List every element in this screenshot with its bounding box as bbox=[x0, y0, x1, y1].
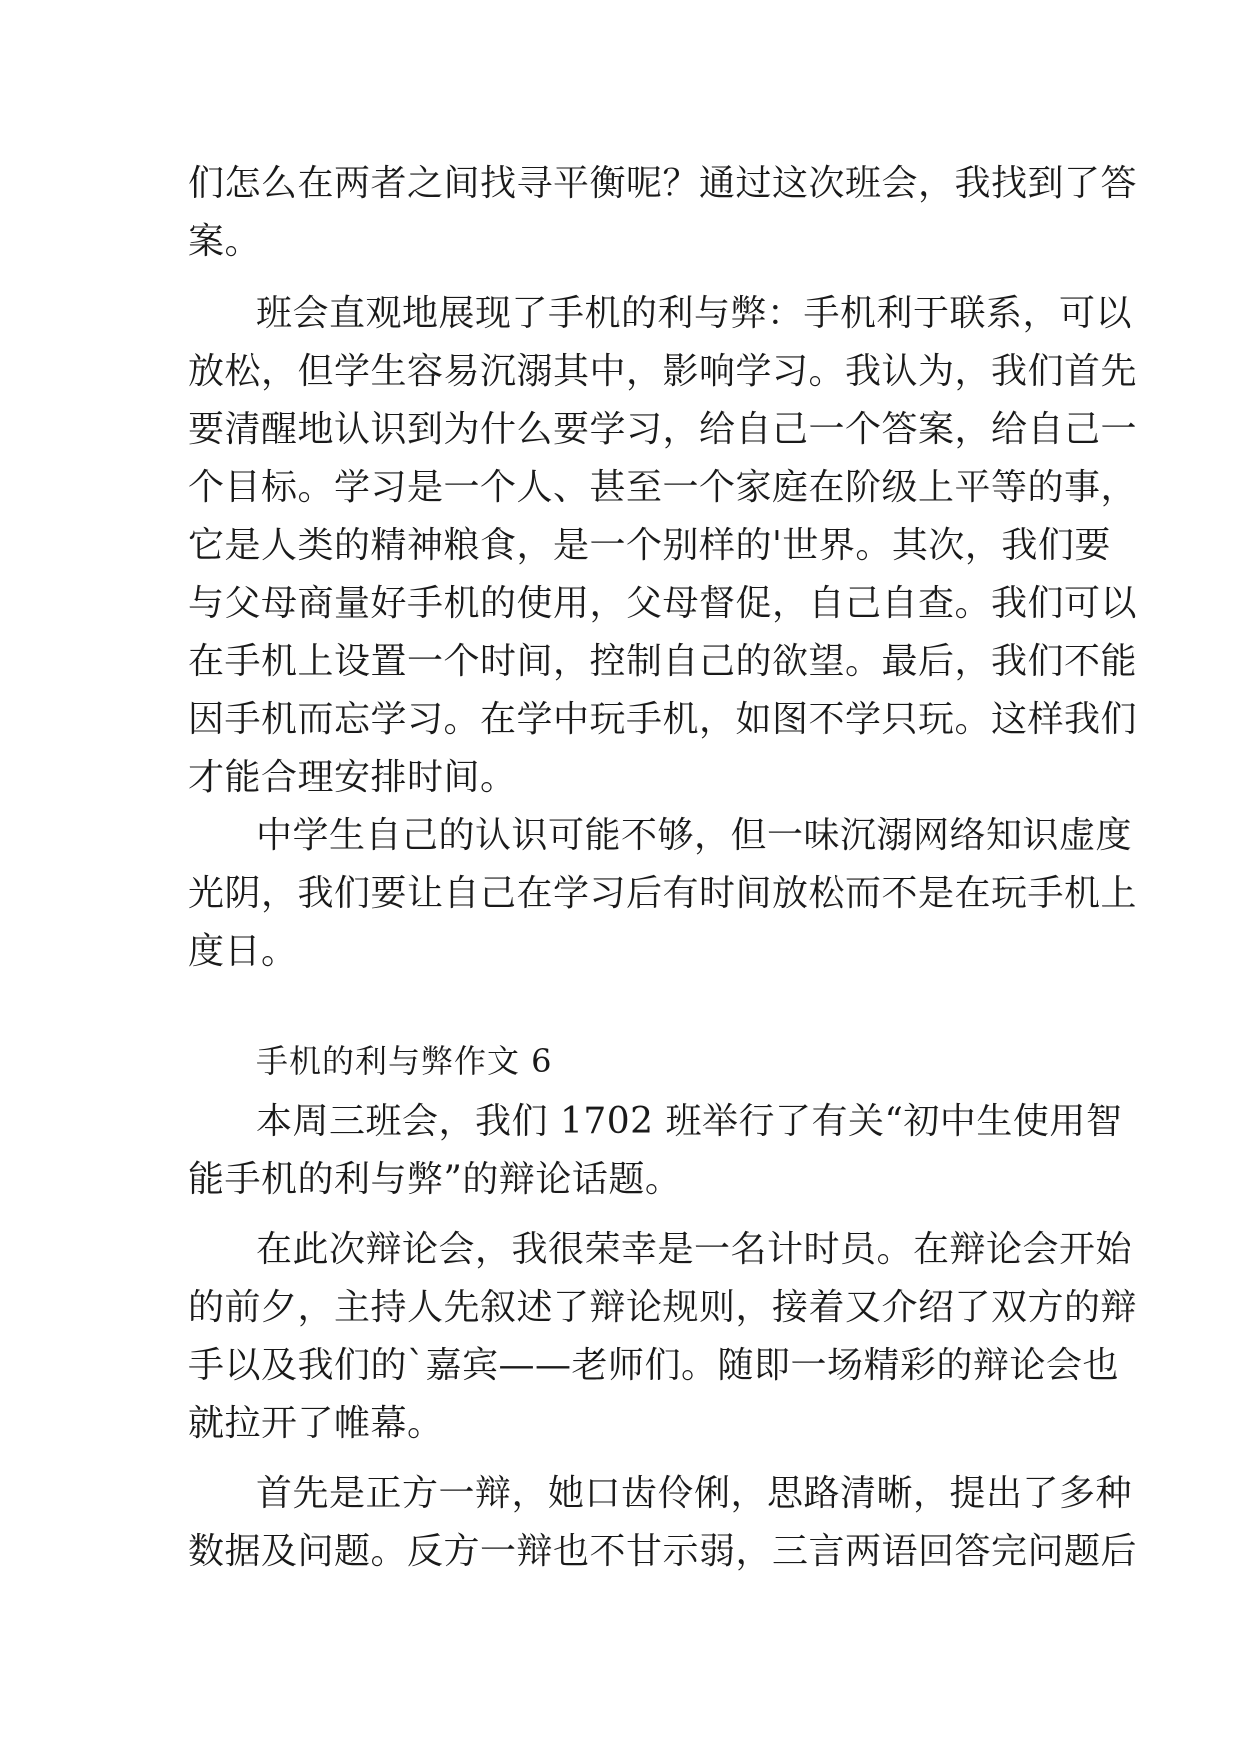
text-line: 光阴，我们要让自己在学习后有时间放松而不是在玩手机上 bbox=[188, 873, 1138, 914]
text-line: 才能合理安排时间。 bbox=[188, 757, 517, 798]
section-heading: 手机的利与弊作文 6 bbox=[256, 1042, 553, 1080]
text-line: 要清醒地认识到为什么要学习，给自己一个答案，给自己一 bbox=[188, 409, 1138, 450]
text-line: 与父母商量好手机的使用，父母督促，自己自查。我们可以 bbox=[188, 583, 1138, 624]
paragraph-first-line: 首先是正方一辩，她口齿伶俐，思路清晰，提出了多种 bbox=[256, 1473, 1133, 1514]
text-line: 们怎么在两者之间找寻平衡呢？通过这次班会，我找到了答 bbox=[188, 163, 1138, 204]
text-line: 手以及我们的`嘉宾——老师们。随即一场精彩的辩论会也 bbox=[188, 1345, 1120, 1386]
text-line: 数据及问题。反方一辩也不甘示弱，三言两语回答完问题后 bbox=[188, 1531, 1138, 1572]
paragraph-first-line: 中学生自己的认识可能不够，但一味沉溺网络知识虚度 bbox=[256, 815, 1133, 856]
text-line: 就拉开了帷幕。 bbox=[188, 1403, 444, 1444]
text-line: 案。 bbox=[188, 221, 262, 262]
text-line: 个目标。学习是一个人、甚至一个家庭在阶级上平等的事， bbox=[188, 467, 1138, 508]
text-line: 因手机而忘学习。在学中玩手机，如图不学只玩。这样我们 bbox=[188, 699, 1138, 740]
text-line: 的前夕，主持人先叙述了辩论规则，接着又介绍了双方的辩 bbox=[188, 1287, 1138, 1328]
paragraph-first-line: 本周三班会，我们 1702 班举行了有关“初中生使用智 bbox=[256, 1101, 1123, 1142]
paragraph-first-line: 班会直观地展现了手机的利与弊：手机利于联系，可以 bbox=[256, 293, 1133, 334]
text-line: 它是人类的精神粮食，是一个别样的'世界。其次，我们要 bbox=[188, 525, 1111, 566]
text-line: 度日。 bbox=[188, 931, 298, 972]
text-line: 放松，但学生容易沉溺其中，影响学习。我认为，我们首先 bbox=[188, 351, 1138, 392]
paragraph-first-line: 在此次辩论会，我很荣幸是一名计时员。在辩论会开始 bbox=[256, 1229, 1133, 1270]
text-line: 在手机上设置一个时间，控制自己的欲望。最后，我们不能 bbox=[188, 641, 1138, 682]
text-line: 能手机的利与弊”的辩论话题。 bbox=[188, 1159, 682, 1200]
